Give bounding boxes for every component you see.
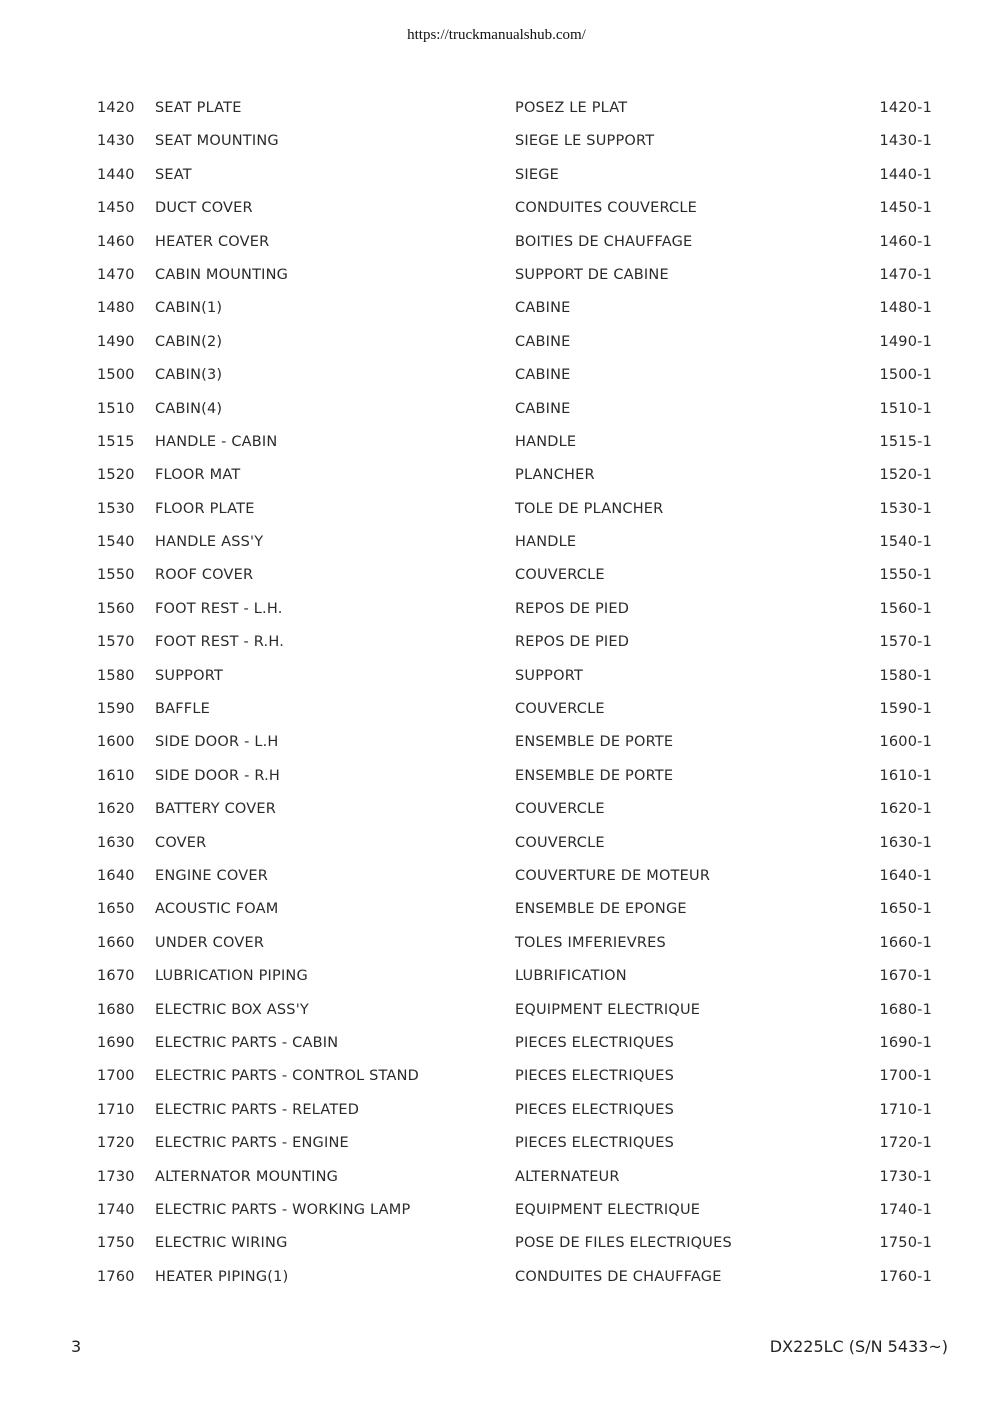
part-page-ref: 1590-1 — [879, 701, 932, 718]
part-code: 1700 — [97, 1068, 135, 1085]
part-code: 1480 — [97, 300, 135, 317]
parts-row — [0, 1128, 993, 1161]
parts-row — [0, 1228, 993, 1261]
part-code: 1540 — [97, 534, 135, 551]
parts-row — [0, 560, 993, 593]
part-page-ref: 1470-1 — [879, 266, 932, 283]
parts-row — [0, 1262, 993, 1295]
parts-row — [0, 594, 993, 627]
part-name-french: ENSEMBLE DE PORTE — [515, 734, 674, 751]
part-name-french: CONDUITES DE CHAUFFAGE — [515, 1268, 722, 1285]
part-name-english: CABIN(4) — [155, 400, 223, 417]
part-name-english: ELECTRIC WIRING — [155, 1235, 288, 1252]
part-name-french: CABINE — [515, 367, 571, 384]
part-name-french: PIECES ELECTRIQUES — [515, 1101, 675, 1118]
parts-row — [0, 1061, 993, 1094]
part-page-ref: 1570-1 — [879, 634, 932, 651]
part-code: 1450 — [97, 200, 135, 217]
part-name-french: EQUIPMENT ELECTRIQUE — [515, 1001, 701, 1018]
part-page-ref: 1500-1 — [879, 367, 932, 384]
part-name-french: CABINE — [515, 300, 571, 317]
part-name-french: POSE DE FILES ELECTRIQUES — [515, 1235, 732, 1252]
part-name-french: TOLE DE PLANCHER — [515, 500, 664, 517]
part-page-ref: 1600-1 — [879, 734, 932, 751]
part-name-english: ELECTRIC PARTS - RELATED — [155, 1101, 360, 1118]
part-name-english: CABIN(3) — [155, 367, 223, 384]
part-name-french: REPOS DE PIED — [515, 634, 630, 651]
part-page-ref: 1760-1 — [879, 1268, 932, 1285]
part-code: 1620 — [97, 801, 135, 818]
part-code: 1640 — [97, 867, 135, 884]
part-code: 1760 — [97, 1268, 135, 1285]
part-name-english: COVER — [155, 834, 207, 851]
part-name-english: SEAT — [155, 166, 192, 183]
part-name-french: PLANCHER — [515, 467, 595, 484]
part-page-ref: 1700-1 — [879, 1068, 932, 1085]
part-code: 1420 — [97, 100, 135, 116]
part-page-ref: 1490-1 — [879, 333, 932, 350]
part-name-english: ELECTRIC PARTS - WORKING LAMP — [155, 1201, 411, 1218]
part-page-ref: 1750-1 — [879, 1235, 932, 1252]
part-page-ref: 1530-1 — [879, 500, 932, 517]
part-code: 1670 — [97, 968, 135, 985]
part-name-english: HANDLE ASS'Y — [155, 534, 264, 551]
part-code: 1740 — [97, 1201, 135, 1218]
part-name-french: REPOS DE PIED — [515, 600, 630, 617]
part-code: 1510 — [97, 400, 135, 417]
part-name-english: HEATER COVER — [155, 233, 270, 250]
part-name-french: BOITIES DE CHAUFFAGE — [515, 233, 693, 250]
parts-row — [0, 427, 993, 460]
part-page-ref: 1710-1 — [879, 1101, 932, 1118]
parts-row — [0, 160, 993, 193]
header-url: https://truckmanualshub.com/ — [407, 27, 586, 43]
part-name-english: SIDE DOOR - L.H — [155, 734, 279, 751]
part-name-french: ENSEMBLE DE EPONGE — [515, 901, 687, 918]
parts-row — [0, 260, 993, 293]
part-code: 1550 — [97, 567, 135, 584]
parts-row — [0, 1195, 993, 1228]
part-code: 1690 — [97, 1034, 135, 1051]
parts-row — [0, 761, 993, 794]
parts-row — [0, 527, 993, 560]
part-name-french: SIEGE LE SUPPORT — [515, 133, 655, 150]
part-name-english: ACOUSTIC FOAM — [155, 901, 279, 918]
part-page-ref: 1580-1 — [879, 667, 932, 684]
part-page-ref: 1440-1 — [879, 166, 932, 183]
part-name-english: CABIN(1) — [155, 300, 223, 317]
part-code: 1520 — [97, 467, 135, 484]
part-name-english: DUCT COVER — [155, 200, 253, 217]
part-page-ref: 1515-1 — [879, 433, 932, 450]
parts-row — [0, 1162, 993, 1195]
part-code: 1590 — [97, 701, 135, 718]
parts-row — [0, 661, 993, 694]
part-name-french: COUVERTURE DE MOTEUR — [515, 867, 711, 884]
part-name-english: ELECTRIC PARTS - CONTROL STAND — [155, 1068, 420, 1085]
part-name-english: ELECTRIC PARTS - CABIN — [155, 1034, 339, 1051]
part-page-ref: 1550-1 — [879, 567, 932, 584]
part-name-french: PIECES ELECTRIQUES — [515, 1135, 675, 1152]
part-code: 1730 — [97, 1168, 135, 1185]
part-name-english: FOOT REST - R.H. — [155, 634, 285, 651]
parts-row — [0, 460, 993, 493]
part-name-english: SEAT PLATE — [155, 100, 242, 116]
parts-row — [0, 227, 993, 260]
parts-row — [0, 627, 993, 660]
parts-row — [0, 126, 993, 159]
part-name-french: SUPPORT — [515, 667, 583, 684]
part-name-english: ALTERNATOR MOUNTING — [155, 1168, 339, 1185]
parts-row — [0, 961, 993, 994]
part-name-english: BAFFLE — [155, 701, 210, 718]
part-page-ref: 1680-1 — [879, 1001, 932, 1018]
part-name-french: COUVERCLE — [515, 834, 605, 851]
parts-row — [0, 360, 993, 393]
part-name-english: HEATER PIPING(1) — [155, 1268, 289, 1285]
part-code: 1570 — [97, 634, 135, 651]
part-page-ref: 1670-1 — [879, 968, 932, 985]
part-code: 1460 — [97, 233, 135, 250]
parts-row — [0, 861, 993, 894]
part-name-english: SIDE DOOR - R.H — [155, 767, 281, 784]
parts-row — [0, 828, 993, 861]
part-name-french: EQUIPMENT ELECTRIQUE — [515, 1201, 701, 1218]
part-name-french: CONDUITES COUVERCLE — [515, 200, 698, 217]
part-page-ref: 1730-1 — [879, 1168, 932, 1185]
part-code: 1530 — [97, 500, 135, 517]
part-name-english: CABIN(2) — [155, 333, 223, 350]
part-code: 1750 — [97, 1235, 135, 1252]
part-name-french: CABINE — [515, 400, 571, 417]
part-code: 1490 — [97, 333, 135, 350]
part-page-ref: 1480-1 — [879, 300, 932, 317]
part-name-english: SUPPORT — [155, 667, 223, 684]
parts-row — [0, 794, 993, 827]
part-name-english: FOOT REST - L.H. — [155, 600, 283, 617]
part-name-english: ROOF COVER — [155, 567, 254, 584]
part-name-french: ALTERNATEUR — [515, 1168, 620, 1185]
part-page-ref: 1630-1 — [879, 834, 932, 851]
part-name-english: FLOOR MAT — [155, 467, 241, 484]
parts-row — [0, 93, 993, 126]
part-code: 1660 — [97, 934, 135, 951]
part-name-english: LUBRICATION PIPING — [155, 968, 308, 985]
parts-row — [0, 928, 993, 961]
part-name-french: HANDLE — [515, 534, 577, 551]
part-page-ref: 1740-1 — [879, 1201, 932, 1218]
parts-list — [0, 93, 993, 1295]
part-code: 1430 — [97, 133, 135, 150]
part-page-ref: 1690-1 — [879, 1034, 932, 1051]
part-code: 1580 — [97, 667, 135, 684]
parts-row — [0, 894, 993, 927]
part-page-ref: 1460-1 — [879, 233, 932, 250]
part-page-ref: 1560-1 — [879, 600, 932, 617]
part-code: 1440 — [97, 166, 135, 183]
part-name-french: PIECES ELECTRIQUES — [515, 1068, 675, 1085]
part-page-ref: 1620-1 — [879, 801, 932, 818]
parts-row — [0, 1095, 993, 1128]
part-page-ref: 1450-1 — [879, 200, 932, 217]
part-page-ref: 1660-1 — [879, 934, 932, 951]
part-name-english: HANDLE - CABIN — [155, 433, 278, 450]
parts-row — [0, 694, 993, 727]
part-name-english: ELECTRIC PARTS - ENGINE — [155, 1135, 349, 1152]
part-name-french: CABINE — [515, 333, 571, 350]
part-name-french: LUBRIFICATION — [515, 968, 627, 985]
part-code: 1710 — [97, 1101, 135, 1118]
part-name-english: SEAT MOUNTING — [155, 133, 279, 150]
part-page-ref: 1430-1 — [879, 133, 932, 150]
part-code: 1720 — [97, 1135, 135, 1152]
footer-model: DX225LC (S/N 5433~) — [769, 1337, 948, 1356]
part-page-ref: 1720-1 — [879, 1135, 932, 1152]
parts-row — [0, 494, 993, 527]
part-name-french: PIECES ELECTRIQUES — [515, 1034, 675, 1051]
part-code: 1680 — [97, 1001, 135, 1018]
parts-row — [0, 327, 993, 360]
part-page-ref: 1640-1 — [879, 867, 932, 884]
part-code: 1600 — [97, 734, 135, 751]
parts-row — [0, 293, 993, 326]
part-code: 1630 — [97, 834, 135, 851]
part-name-english: FLOOR PLATE — [155, 500, 255, 517]
part-name-french: SIEGE — [515, 166, 560, 183]
part-name-french: HANDLE — [515, 433, 577, 450]
part-name-english: ENGINE COVER — [155, 867, 268, 884]
part-page-ref: 1650-1 — [879, 901, 932, 918]
part-code: 1610 — [97, 767, 135, 784]
part-code: 1500 — [97, 367, 135, 384]
part-name-french: POSEZ LE PLAT — [515, 100, 628, 116]
footer-page-number: 3 — [71, 1337, 82, 1356]
part-name-french: COUVERCLE — [515, 801, 605, 818]
part-name-french: COUVERCLE — [515, 567, 605, 584]
part-name-english: ELECTRIC BOX ASS'Y — [155, 1001, 309, 1018]
part-name-french: COUVERCLE — [515, 701, 605, 718]
part-code: 1560 — [97, 600, 135, 617]
part-code: 1515 — [97, 433, 135, 450]
part-name-french: SUPPORT DE CABINE — [515, 266, 669, 283]
part-page-ref: 1540-1 — [879, 534, 932, 551]
parts-row — [0, 394, 993, 427]
parts-row — [0, 193, 993, 226]
part-name-english: CABIN MOUNTING — [155, 266, 289, 283]
parts-row — [0, 1028, 993, 1061]
part-name-english: UNDER COVER — [155, 934, 265, 951]
part-name-english: BATTERY COVER — [155, 801, 277, 818]
part-name-french: ENSEMBLE DE PORTE — [515, 767, 674, 784]
part-page-ref: 1510-1 — [879, 400, 932, 417]
part-code: 1650 — [97, 901, 135, 918]
parts-row — [0, 727, 993, 760]
part-page-ref: 1610-1 — [879, 767, 932, 784]
parts-row — [0, 995, 993, 1028]
part-page-ref: 1520-1 — [879, 467, 932, 484]
part-code: 1470 — [97, 266, 135, 283]
part-page-ref: 1420-1 — [879, 100, 932, 116]
part-name-french: TOLES IMFERIEVRES — [515, 934, 666, 951]
